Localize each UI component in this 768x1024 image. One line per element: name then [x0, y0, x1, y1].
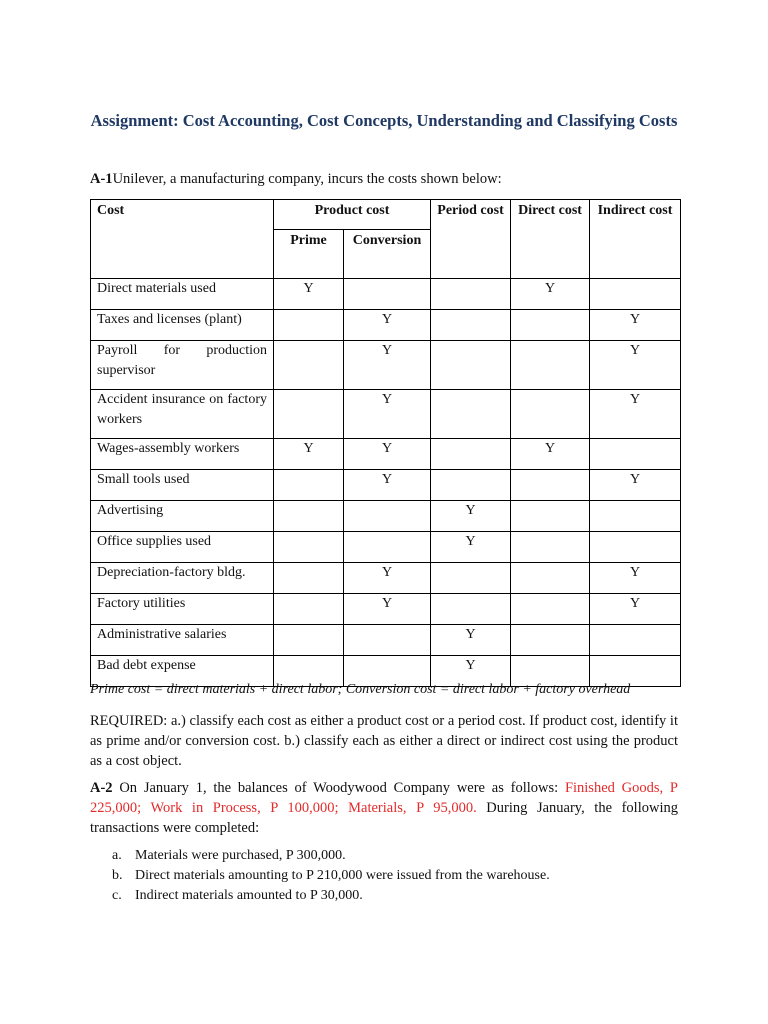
- direct-cell: [511, 563, 590, 594]
- period-cell: [431, 310, 511, 341]
- period-cell: [431, 563, 511, 594]
- a1-intro-text: Unilever, a manufacturing company, incurs the costs shown below:: [112, 171, 502, 187]
- prime-cell: [274, 470, 344, 501]
- prime-cell: [274, 390, 344, 439]
- direct-cell: [511, 341, 590, 390]
- cost-name-cell: Direct materials used: [91, 279, 274, 310]
- period-cell: [431, 341, 511, 390]
- direct-cell: Y: [511, 439, 590, 470]
- a2-paragraph: [90, 778, 678, 838]
- direct-cell: [511, 310, 590, 341]
- table-row: [91, 501, 681, 532]
- prime-cell: [274, 501, 344, 532]
- direct-cell: Y: [511, 279, 590, 310]
- a2-label: A-2: [90, 780, 113, 796]
- indirect-cell: Y: [590, 390, 681, 439]
- indirect-cell: Y: [590, 563, 681, 594]
- period-cell: [431, 470, 511, 501]
- indirect-cell: [590, 279, 681, 310]
- header-prime: Prime: [274, 230, 344, 279]
- direct-cell: [511, 470, 590, 501]
- direct-cell: [511, 594, 590, 625]
- list-item-text: Direct materials amounting to P 210,000 were issued from the warehouse.: [135, 868, 550, 883]
- table-row: [91, 439, 681, 470]
- list-item: [112, 846, 550, 866]
- indirect-cell: [590, 625, 681, 656]
- prime-cell: [274, 594, 344, 625]
- conversion-cell: [344, 532, 431, 563]
- header-period-cost: Period cost: [431, 200, 511, 279]
- table-row: [91, 470, 681, 501]
- prime-cell: [274, 563, 344, 594]
- period-cell: [431, 594, 511, 625]
- cost-name-cell: Advertising: [91, 501, 274, 532]
- indirect-cell: Y: [590, 341, 681, 390]
- header-indirect-cost: Indirect cost: [590, 200, 681, 279]
- conversion-cell: [344, 625, 431, 656]
- a1-intro: [90, 170, 502, 188]
- prime-cell: Y: [274, 279, 344, 310]
- table-row: [91, 390, 681, 439]
- prime-cell: [274, 310, 344, 341]
- list-item: [112, 886, 550, 906]
- formula-note: Prime cost = direct materials + direct labor; Conversion cost = direct labor + factory overhead: [90, 682, 631, 697]
- table-row: [91, 625, 681, 656]
- cost-name-cell: Small tools used: [91, 470, 274, 501]
- period-cell: Y: [431, 625, 511, 656]
- indirect-cell: [590, 532, 681, 563]
- header-product-cost: Product cost: [274, 200, 431, 230]
- indirect-cell: [590, 439, 681, 470]
- indirect-cell: [590, 501, 681, 532]
- period-cell: Y: [431, 656, 511, 687]
- table-row: [91, 563, 681, 594]
- conversion-cell: Y: [344, 439, 431, 470]
- indirect-cell: Y: [590, 594, 681, 625]
- table-row: [91, 341, 681, 390]
- cost-name-cell: Accident insurance on factory workers: [91, 390, 274, 439]
- cost-rows: [91, 279, 681, 687]
- assignment-title: Assignment: Cost Accounting, Cost Concepts, Understanding and Classifying Costs: [90, 111, 678, 130]
- indirect-cell: Y: [590, 310, 681, 341]
- period-cell: Y: [431, 532, 511, 563]
- list-item-letter: a.: [112, 848, 122, 863]
- table-row: [91, 532, 681, 563]
- prime-cell: Y: [274, 439, 344, 470]
- prime-cell: [274, 625, 344, 656]
- list-item-text: Indirect materials amounted to P 30,000.: [135, 888, 363, 903]
- direct-cell: [511, 390, 590, 439]
- a1-label: A-1: [90, 171, 113, 187]
- conversion-cell: Y: [344, 563, 431, 594]
- cost-name-cell: Wages-assembly workers: [91, 439, 274, 470]
- conversion-cell: [344, 501, 431, 532]
- list-item: [112, 866, 550, 886]
- table-row: [91, 594, 681, 625]
- period-cell: Y: [431, 501, 511, 532]
- a2-text-before: On January 1, the balances of Woodywood Company were as follows:: [112, 780, 565, 796]
- conversion-cell: Y: [344, 310, 431, 341]
- list-item-letter: c.: [112, 888, 122, 903]
- period-cell: [431, 279, 511, 310]
- prime-cell: [274, 532, 344, 563]
- table-row: [91, 279, 681, 310]
- header-conversion: Conversion: [344, 230, 431, 279]
- cost-name-cell: Administrative salaries: [91, 625, 274, 656]
- cost-name-cell: Payroll for production supervisor: [91, 341, 274, 390]
- table-row: [91, 310, 681, 341]
- conversion-cell: Y: [344, 390, 431, 439]
- period-cell: [431, 390, 511, 439]
- required-paragraph: REQUIRED: a.) classify each cost as either a product cost or a period cost. If product cost, identify it as prime and/or conversion cost. b.) classify each as either a direct or indirect cost using the product as a cost object.: [90, 713, 678, 769]
- direct-cell: [511, 625, 590, 656]
- prime-cell: [274, 341, 344, 390]
- cost-classification-table: [90, 199, 681, 687]
- cost-name-cell: Office supplies used: [91, 532, 274, 563]
- a2-text-after: During January, the following transactions were completed:: [90, 800, 678, 836]
- a2-balances-highlight: Finished Goods, P 225,000; Work in Process, P 100,000; Materials, P 95,000.: [90, 780, 678, 816]
- list-item-letter: b.: [112, 868, 123, 883]
- conversion-cell: [344, 279, 431, 310]
- direct-cell: [511, 501, 590, 532]
- cost-name-cell: Factory utilities: [91, 594, 274, 625]
- conversion-cell: Y: [344, 594, 431, 625]
- cost-name-cell: Taxes and licenses (plant): [91, 310, 274, 341]
- list-item-text: Materials were purchased, P 300,000.: [135, 848, 346, 863]
- indirect-cell: Y: [590, 470, 681, 501]
- period-cell: [431, 439, 511, 470]
- conversion-cell: Y: [344, 470, 431, 501]
- header-cost: Cost: [91, 200, 274, 279]
- conversion-cell: Y: [344, 341, 431, 390]
- cost-name-cell: Bad debt expense: [91, 656, 274, 687]
- direct-cell: [511, 532, 590, 563]
- transactions-list: [112, 846, 550, 906]
- cost-name-cell: Depreciation-factory bldg.: [91, 563, 274, 594]
- header-direct-cost: Direct cost: [511, 200, 590, 279]
